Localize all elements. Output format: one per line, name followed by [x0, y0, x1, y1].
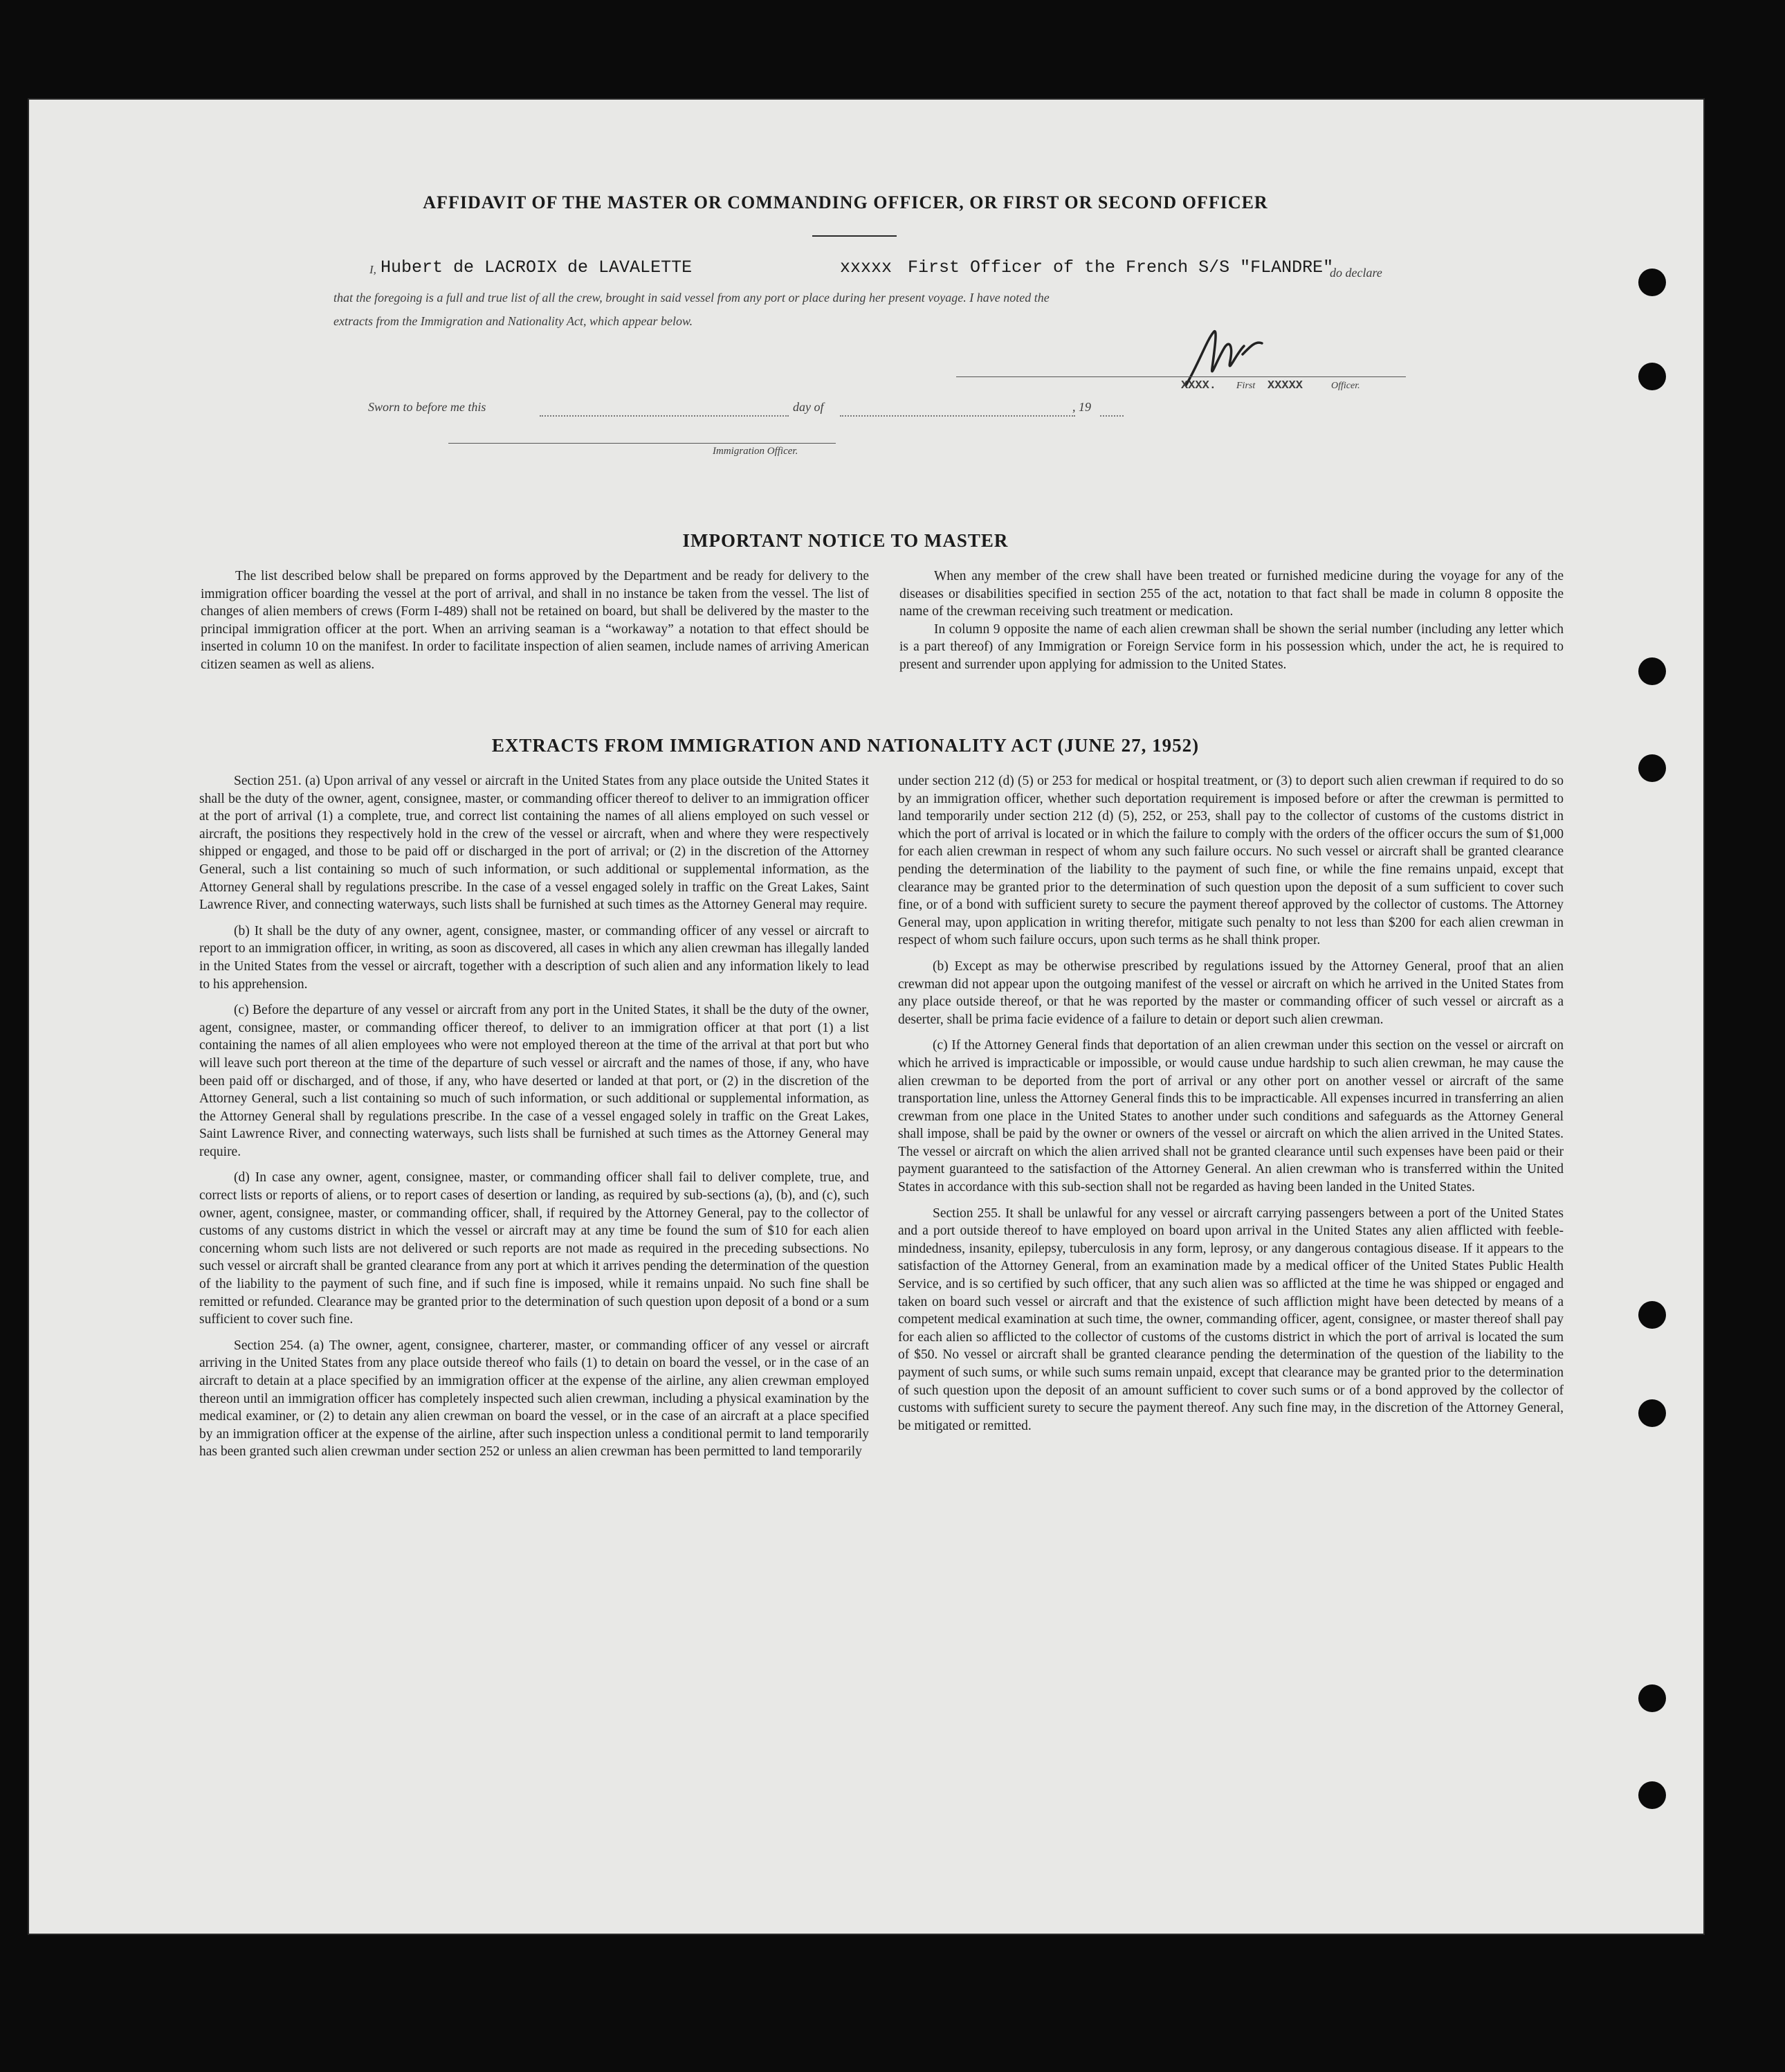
section-254-c: (c) If the Attorney General finds that deportation of an alien crewman under this section on the vessel or aircraft on which he arrived is impracticable or impossible, or would cause undue hardship to such alien crewman, he may cause the alien crewman to be deported from the port of arrival or any other port on another vessel or aircraft of the same transportation line, unless the Attorney General finds this to be impracticable. All expenses incurred in transferring an alien crewman from one place in the United States to another under such conditions and safeguards as the Attorney General shall impose, shall be paid by the owner or owners of the vessel or aircraft on which the alien arrived in the United States. The vessel or aircraft on which the alien arrived shall not be granted clearance until such expenses have been paid or their payment guaranteed to the satisfaction of the Attorney General. An alien crewman who is transferred within the United States in accordance with this sub-section shall not be regarded as having been landed in the United States. — [898, 1038, 1564, 1195]
section-254-a-cont: under section 212 (d) (5) or 253 for medical or hospital treatment, or (3) to deport such alien crewman if required to do so by an immigration officer, whether such deportation requirement is imposed before or after the crewman is permitted to land temporarily under section 212 (d) (5), 252, or 253, shall pay to the collector of customs of the customs district in which the port of arrival is located or in which the failure to comply with the orders of the officer occurs the sum of $1,000 for each alien crewman in respect of whom any such failure occurs. No such vessel or aircraft shall be granted clearance pending the determination of the liability to the payment of such fine, or while the fine remains unpaid, except that clearance may be granted prior to the determination of such question upon the deposit of a sum sufficient to cover such fine, or of a bond with sufficient surety to secure the payment thereof approved by the collector of customs. The Attorney General may, upon application in writing therefor, mitigate such penalty to not less than $200 for each alien crewman in respect of whom such failure occurs, upon such terms as he shall think proper. — [898, 774, 1564, 948]
officer-rank: First Officer of the French S/S "FLANDRE" — [908, 257, 1334, 278]
binder-hole — [1638, 754, 1666, 782]
sworn-day: day of — [793, 400, 824, 414]
notice-right-text-2: In column 9 opposite the name of each alien crewman shall be shown the serial number (including any letter which is a part thereof) of any Immigration or Foreign Service form in his possession which, under the act, he is required to present and surrender upon applying for admission to the United States. — [899, 621, 1564, 672]
title-underline — [812, 235, 897, 237]
sworn-blank-3 — [1100, 415, 1124, 417]
rank-struck: xxxxx — [840, 257, 892, 278]
immigration-officer-label: Immigration Officer. — [713, 446, 798, 457]
binder-hole — [1638, 1301, 1666, 1329]
section-251-d: (d) In case any owner, agent, consignee, master, or commanding officer shall fail to deliver complete, true, and correct lists or reports of aliens, or to report cases of desertion or landing, as required by sub-sections (a), (b), and (c), such owner, agent, consignee, master, or commanding officer, shall, if required by the Attorney General, pay to the collector of customs of any customs district in which the vessel or aircraft may at any time be found the sum of $10 for each alien concerning whom such lists are not delivered or such reports are not made as required in the preceding subsections. No such vessel or aircraft shall be granted clearance from any port at which it arrives pending the determination of the question of the liability to the payment of such fine, and if such fine is imposed, while it remains unpaid. No such fine shall be remitted or refunded. Clearance may be granted prior to the determination of such question upon deposit of a bond or a sum sufficient to cover such fine. — [199, 1170, 869, 1327]
binder-hole — [1638, 363, 1666, 390]
notice-right-text-1: When any member of the crew shall have been treated or furnished medicine during the voyage for any of the diseases or disabilities specified in section 255 of the act, notation to that fact shall be made in column 8 opposite the name of the crewman receiving such treatment or medication. — [899, 569, 1564, 619]
caption-officer: Officer. — [1331, 381, 1360, 391]
extracts-right-column — [898, 772, 1564, 1443]
section-251-c: (c) Before the departure of any vessel or aircraft from any port in the United States, it shall be the duty of the owner, agent, consignee, master, or commanding officer thereof, to deliver to an immigration officer at that port (1) a list containing the names of all alien employees who were not employed thereon at the time of the arrival at that port but who will leave such port thereon at the time of the departure of such vessel or aircraft and the names of those, if any, who have been paid off or discharged, and of those, if any, who have deserted or landed at that port, or (2) in the discretion of the Attorney General, such a list containing so much of such information, or such additional or supplemental information, as the Attorney General shall by regulations prescribe. In the case of a vessel engaged solely in traffic on the Great Lakes, Saint Lawrence River, and connecting waterways, such lists shall be furnished at such times as the Attorney General may require. — [199, 1003, 869, 1159]
notice-left — [201, 567, 869, 674]
extracts-title: EXTRACTS FROM IMMIGRATION AND NATIONALITY ACT (JUNE 27, 1952) — [491, 735, 1200, 756]
section-251-a: Section 251. (a) Upon arrival of any vessel or aircraft in the United States from any place outside the United States it shall be the duty of the owner, agent, consignee, master, or commanding officer thereof to deliver to an immigration officer at the port of arrival (1) a complete, true, and correct list containing the names of all aliens employed on such vessel or aircraft, the positions they respectively hold in the crew of the vessel or aircraft, when and where they were respectively shipped or engaged, and those to be paid off or discharged in the port of arrival; or (2) in the discretion of the Attorney General, such a list containing so much of such information, or such additional or supplemental information, as the Attorney General shall by regulations prescribe. In the case of a vessel engaged solely in traffic on the Great Lakes, Saint Lawrence River, and connecting waterways, such lists shall be furnished at such times as the Attorney General may require. — [199, 774, 869, 913]
sworn-year: , 19 — [1072, 400, 1091, 414]
affidavit-statement: that the foregoing is a full and true list of all the crew, brought in said vessel from any port or place during her present voyage. I have noted the — [333, 291, 1050, 305]
notice-right — [899, 567, 1564, 674]
affidavit-page — [29, 100, 1703, 1934]
officer-line — [448, 443, 836, 444]
affidavit-statement-2: extracts from the Immigration and Nationality Act, which appear below. — [333, 314, 693, 328]
binder-hole — [1638, 657, 1666, 685]
sworn-prefix: Sworn to before me this — [368, 400, 486, 414]
section-255: Section 255. It shall be unlawful for any vessel or aircraft carrying passengers between a port of the United States and a port outside thereof to have employed on board upon arrival in the United States any alien afflicted with feeble-mindedness, insanity, epilepsy, tuberculosis in any form, leprosy, or any dangerous contagious disease. If it appears to the satisfaction of the Attorney General, from an examination made by a medical officer of the United States Public Health Service, and is so certified by such officer, that any such alien was so afflicted at the time he was shipped or engaged and taken on board such vessel or aircraft and that the existence of such affliction might have been detected by means of a competent medical examination at such time, the owner, commanding officer, agent, consignee, or master thereof shall pay for each alien so afflicted to the collector of customs of the customs district in which the port of arrival is located the sum of $50. No vessel or aircraft shall be granted clearance pending the determination of the question of the liability to the payment of such sums, or while such sums remain unpaid, except that clearance may be granted prior to the determination of such question upon the deposit of an amount sufficient to cover such sums or of a bond approved by the collector of customs with sufficient surety to secure the payment thereof. Any such fine may, in the discretion of the Attorney General, be mitigated or remitted. — [898, 1206, 1564, 1433]
section-251-b: (b) It shall be the duty of any owner, agent, consignee, master, or commanding officer of any vessel or aircraft to report to an immigration officer, in writing, as soon as discovered, all cases in which any alien crewman has illegally landed in the United States from the vessel or aircraft, together with a description of such alien and any information likely to lead to his apprehension. — [199, 923, 869, 992]
notice-title: IMPORTANT NOTICE TO MASTER — [682, 530, 1009, 551]
binder-hole — [1638, 1781, 1666, 1809]
signature-line — [956, 376, 1406, 377]
sworn-blank-2 — [840, 415, 1075, 417]
affidavit-title: AFFIDAVIT OF THE MASTER OR COMMANDING OFFICER, OR FIRST OR SECOND OFFICER — [423, 192, 1268, 212]
declare-text: do declare — [1330, 266, 1382, 280]
master-name: Hubert de LACROIX de LAVALETTE — [381, 257, 693, 278]
caption-struck: XXXX. — [1181, 379, 1217, 392]
i-prefix: I, — [369, 263, 376, 276]
binder-hole — [1638, 1399, 1666, 1427]
caption-struck-2: XXXXX — [1267, 379, 1303, 392]
section-254-a: Section 254. (a) The owner, agent, consignee, charterer, master, or commanding officer of any vessel or aircraft arriving in the United States from any place outside thereof who fails (1) to detain on board the vessel, or in the case of an aircraft to detain at a place specified by an immigration officer at the expense of the airline, any alien crewman employed thereon until an immigration officer has completely inspected such alien crewman, including a physical examination by the medical examiner, or (2) to detain any alien crewman on board the vessel, or in the case of an aircraft at a place specified by an immigration officer at the expense of the airline, after such inspection unless a conditional permit to land temporarily has been granted such alien crewman under section 252 or unless an alien crewman has been permitted to land temporarily — [199, 1338, 869, 1460]
section-254-b: (b) Except as may be otherwise prescribed by regulations issued by the Attorney General, proof that an alien crewman did not appear upon the outgoing manifest of the vessel or aircraft on which he arrived in the United States from any place outside thereof, or that he was reported by the master or commanding officer of such vessel or aircraft as a deserter, shall be prima facie evidence of a failure to detain or deport such alien crewman. — [898, 958, 1564, 1027]
binder-hole — [1638, 269, 1666, 296]
sworn-blank-1 — [540, 415, 789, 417]
caption-first: First — [1236, 381, 1256, 391]
extracts-left-column — [199, 772, 869, 1469]
notice-left-text: The list described below shall be prepared on forms approved by the Department and be ready for delivery to the immigration officer boarding the vessel at the port of arrival, and shall in no instance be taken from the vessel. The list of changes of alien members of crews (Form I-489) shall not be retained on board, but shall be delivered by the master to the principal immigration officer at the port. When an arriving seaman is a “workaway” a notation to that effect should be inserted in column 10 on the manifest. In order to facilitate inspection of alien seamen, include names of arriving American citizen seamen as well as aliens. — [201, 569, 869, 672]
binder-hole — [1638, 1684, 1666, 1712]
